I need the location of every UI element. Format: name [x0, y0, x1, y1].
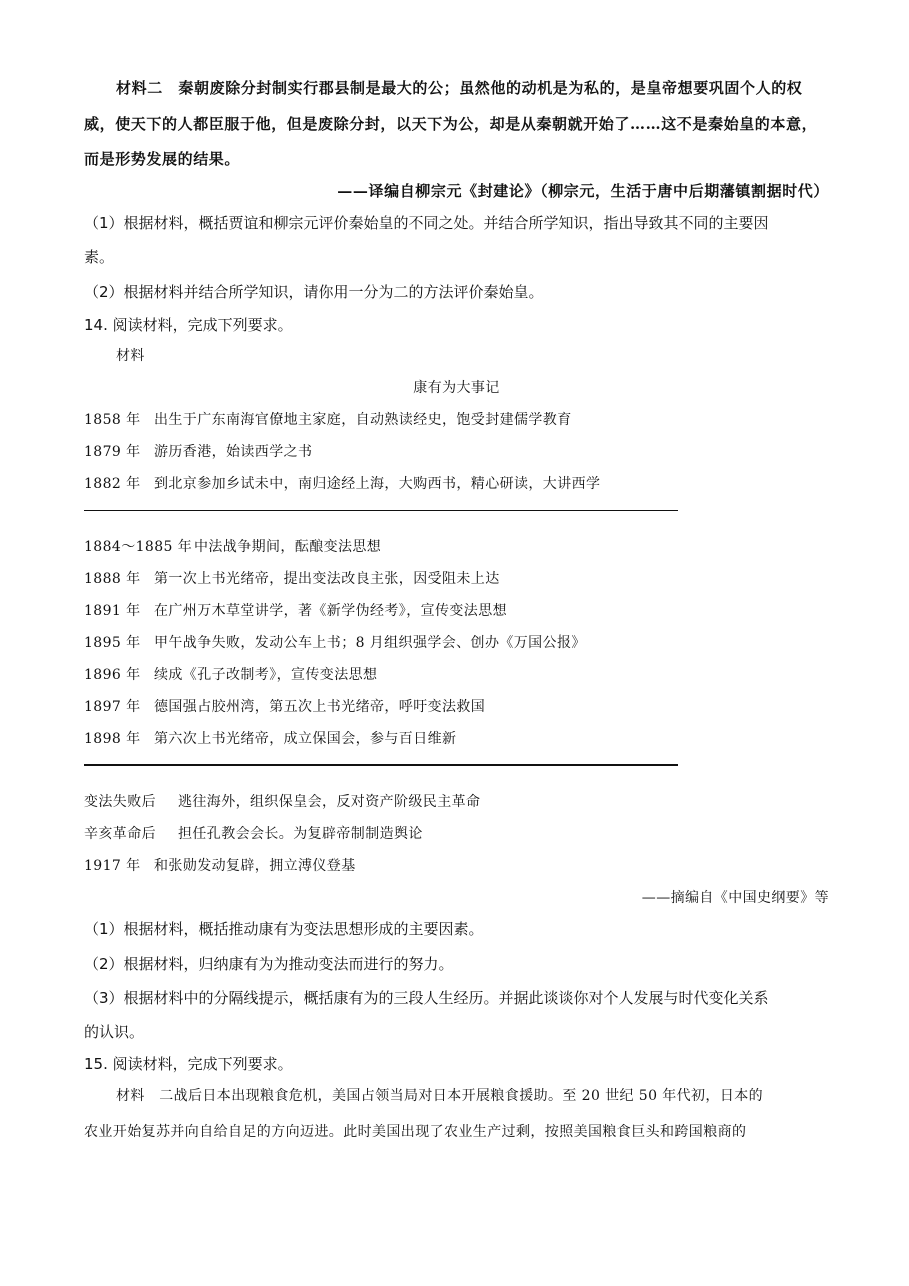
timeline-row — [84, 536, 829, 558]
timeline-row — [84, 568, 829, 590]
timeline-year: 辛亥革命后 — [84, 826, 156, 842]
timeline-event: 甲午战争失败，发动公车上书；8 月组织强学会、创办《万国公报》 — [154, 635, 586, 651]
timeline-year: 1895 年 — [84, 635, 141, 651]
q13-item1-line1: （1）根据材料，概括贾谊和柳宗元评价秦始皇的不同之处。并结合所学知识，指出导致其不同的主要因 — [84, 214, 769, 232]
q14-item3-line2: 的认识。 — [84, 1023, 145, 1041]
q14-heading: 14. 阅读材料，完成下列要求。 — [84, 316, 293, 334]
timeline-event: 到北京参加乡试未中，南归途经上海，大购西书，精心研读，大讲西学 — [154, 476, 601, 492]
timeline-row — [84, 409, 829, 431]
material2-line3: 而是形势发展的结果。 — [84, 150, 241, 168]
timeline-event: 和张勋发动复辟，拥立溥仪登基 — [154, 858, 356, 874]
timeline-divider-1 — [84, 510, 678, 511]
q13-item1-line2: 素。 — [84, 248, 115, 266]
q14-item1: （1）根据材料，概括推动康有为变法思想形成的主要因素。 — [84, 920, 484, 938]
timeline-year: 1884～1885 年 — [84, 539, 193, 555]
timeline-year: 1882 年 — [84, 476, 141, 492]
q14-material-label: 材料 — [116, 348, 145, 364]
q15-material-line2: 农业开始复苏并向自给自足的方向迈进。此时美国出现了农业生产过剩，按照美国粮食巨头和跨国粮商的 — [84, 1124, 747, 1140]
timeline-event: 第一次上书光绪帝，提出变法改良主张，因受阻未上达 — [154, 571, 500, 587]
timeline-row — [84, 823, 829, 845]
q15-heading: 15. 阅读材料，完成下列要求。 — [84, 1055, 293, 1073]
timeline-year: 变法失败后 — [84, 794, 156, 810]
material2-line1: 材料二 秦朝废除分封制实行郡县制是最大的公；虽然他的动机是为私的，是皇帝想要巩固个人的权 — [116, 79, 803, 97]
timeline-year: 1917 年 — [84, 858, 141, 874]
timeline-year: 1858 年 — [84, 412, 141, 428]
timeline-year: 1891 年 — [84, 603, 141, 619]
timeline-row — [84, 728, 829, 750]
timeline-event: 游历香港，始读西学之书 — [154, 444, 313, 460]
timeline-event: 德国强占胶州湾，第五次上书光绪帝，呼吁变法救国 — [154, 699, 486, 715]
timeline-year: 1898 年 — [84, 731, 141, 747]
timeline-event: 第六次上书光绪帝，成立保国会，参与百日维新 — [154, 731, 457, 747]
timeline-event: 担任孔教会会长。为复辟帝制制造舆论 — [178, 826, 423, 842]
q14-item2: （2）根据材料，归纳康有为为推动变法而进行的努力。 — [84, 955, 454, 973]
timeline-row — [84, 600, 829, 622]
material2-source: ——译编自柳宗元《封建论》（柳宗元，生活于唐中后期藩镇割据时代） — [337, 182, 829, 200]
q14-table-title: 康有为大事记 — [413, 380, 500, 396]
timeline-year: 1897 年 — [84, 699, 141, 715]
timeline-row — [84, 473, 829, 495]
q13-item2: （2）根据材料并结合所学知识，请你用一分为二的方法评价秦始皇。 — [84, 283, 544, 301]
timeline-year: 1896 年 — [84, 667, 141, 683]
timeline-year: 1888 年 — [84, 571, 141, 587]
timeline-row — [84, 791, 829, 813]
timeline-event: 中法战争期间，酝酿变法思想 — [194, 539, 382, 555]
timeline-row — [84, 632, 829, 654]
timeline-divider-2 — [84, 764, 678, 766]
timeline-event: 在广州万木草堂讲学，著《新学伪经考》，宣传变法思想 — [154, 603, 507, 619]
q14-source: ——摘编自《中国史纲要》等 — [641, 890, 829, 906]
timeline-event: 出生于广东南海官僚地主家庭，自动熟读经史，饱受封建儒学教育 — [154, 412, 572, 428]
timeline-row — [84, 696, 829, 718]
material2-line2: 威，使天下的人都臣服于他，但是废除分封，以天下为公，却是从秦朝就开始了……这不是秦始皇的本意， — [84, 115, 818, 133]
q15-material-line1: 材料 二战后日本出现粮食危机，美国占领当局对日本开展粮食援助。至 20 世纪 50 年代初，日本的 — [116, 1088, 764, 1104]
timeline-row — [84, 664, 829, 686]
timeline-event: 续成《孔子改制考》，宣传变法思想 — [154, 667, 378, 683]
timeline-row — [84, 855, 829, 877]
timeline-row — [84, 441, 829, 463]
q14-item3-line1: （3）根据材料中的分隔线提示，概括康有为的三段人生经历。并据此谈谈你对个人发展与时代变化关系 — [84, 989, 769, 1007]
timeline-event: 逃往海外，组织保皇会，反对资产阶级民主革命 — [178, 794, 481, 810]
timeline-year: 1879 年 — [84, 444, 141, 460]
